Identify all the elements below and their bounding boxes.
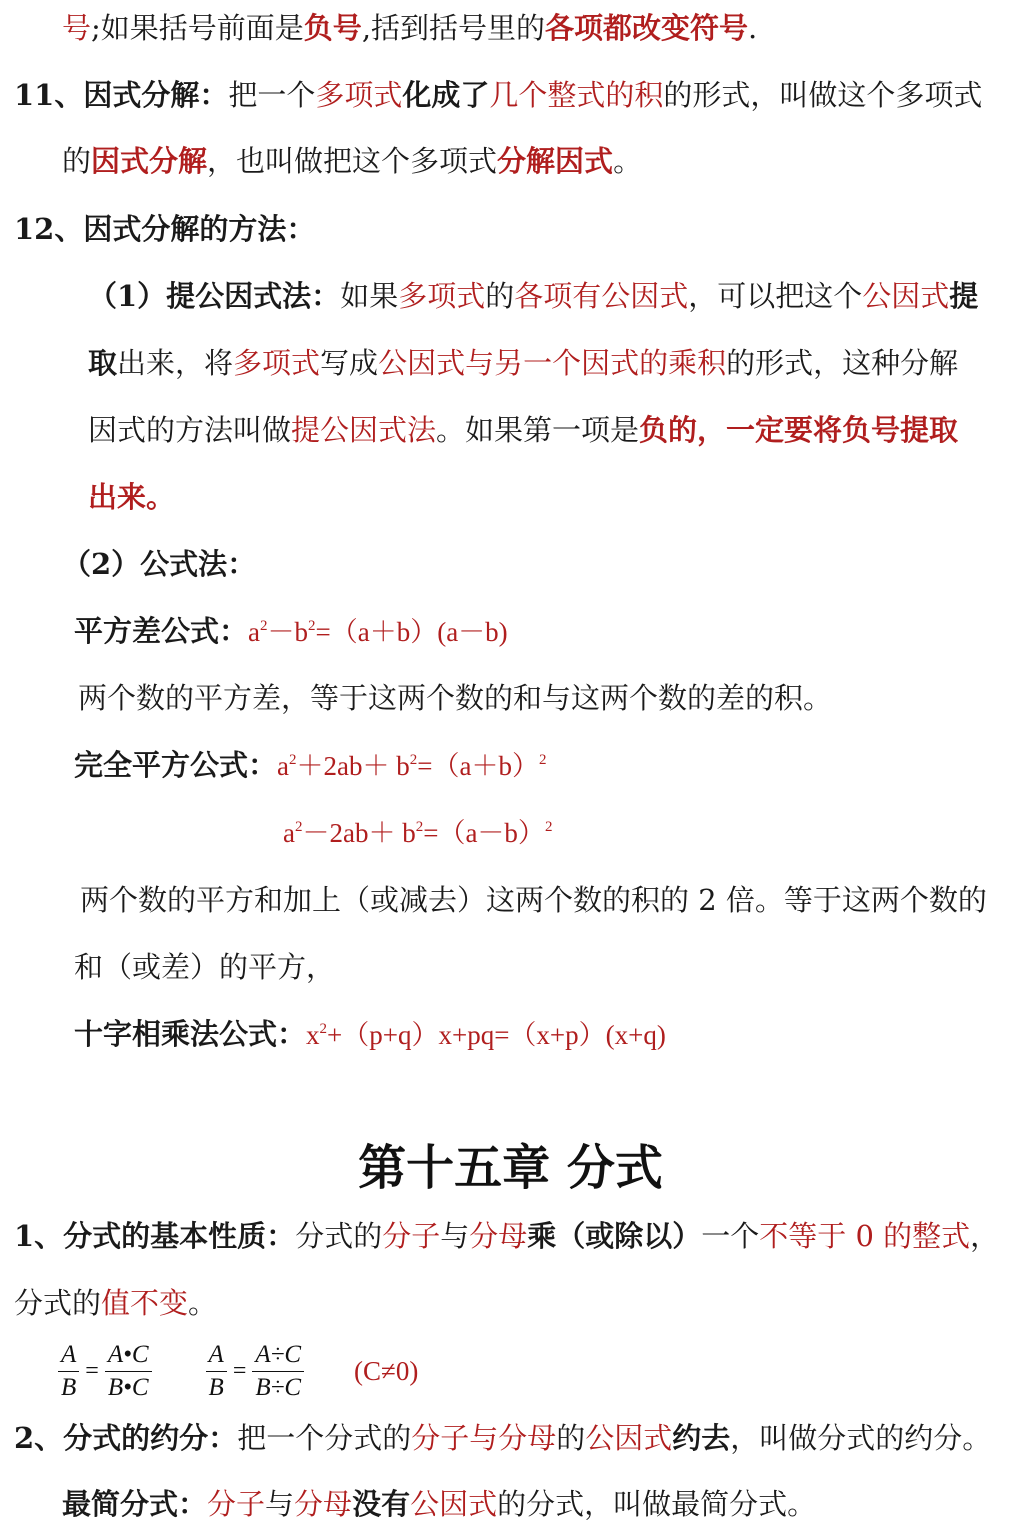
line-formula-method: （2）公式法： <box>62 547 257 581</box>
fraction-a-over-b-2: $\frac{A}{B}$ <box>206 1341 227 1402</box>
line-methods-heading: 12、因式分解的方法： <box>14 212 316 246</box>
line-difference-of-squares-desc: 两个数的平方差，等于这两个数的和与这两个数的差的积。 <box>78 681 833 715</box>
chapter-title: 第十五章 分式 <box>358 1140 663 1196</box>
line-sign-rule: 号;如果括号前面是负号,括到括号里的各项都改变符号. <box>62 11 758 45</box>
fraction-a-over-b: $\frac{A}{B}$ <box>58 1341 79 1402</box>
line-fraction-reduction: 2、分式的约分：把一个分式的分子与分母的公因式约去，叫做分式的约分。 <box>14 1421 992 1455</box>
fraction-divided: $\frac{A\div C}{B\div C}$ <box>252 1341 304 1402</box>
line-fraction-basic-property-cont: 分式的值不变。 <box>14 1286 218 1320</box>
fraction-property-formulas <box>58 1338 418 1404</box>
equals-sign-2: = <box>232 1357 247 1384</box>
line-perfect-square: 完全平方公式：$a^2+2ab+ b^2=(a+b)^2$ <box>74 748 547 782</box>
line-factorization-def-cont: 的因式分解，也叫做把这个多项式分解因式。 <box>62 144 643 178</box>
difference-of-squares-formula: $a^2-b^2=(a+b)(a-b)$ <box>248 617 508 647</box>
line-common-factor-end: 出来。 <box>88 480 176 514</box>
line-common-factor-cont: 取出来，将多项式写成公因式与另一个因式的乘积的形式，这种分解 <box>88 346 959 380</box>
cross-multiplication-formula: $x^2+(p+q)x+pq=(x+p)(x+q)$ <box>306 1020 666 1050</box>
line-perfect-square-desc: 两个数的平方和加上（或减去）这两个数的积的 2 倍。等于这两个数的 <box>80 883 987 917</box>
line-cross-multiplication: 十字相乘法公式：$x^2+(p+q)x+pq=(x+p)(x+q)$ <box>74 1017 666 1051</box>
line-common-factor-method: （1）提公因式法：如果多项式的各项有公因式，可以把这个公因式提 <box>88 279 979 313</box>
line-perfect-square-minus <box>283 812 552 853</box>
line-perfect-square-desc-cont: 和（或差）的平方， <box>74 950 336 984</box>
line-fraction-basic-property: 1、分式的基本性质：分式的分子与分母乘（或除以）一个不等于 0 的整式， <box>14 1219 1000 1253</box>
line-common-factor-cont2: 因式的方法叫做提公因式法。如果第一项是负的，一定要将负号提取 <box>88 413 959 447</box>
fraction-multiplied: $\frac{A•C}{B•C}$ <box>105 1341 152 1402</box>
perfect-square-plus-formula: $a^2+2ab+ b^2=(a+b)^2$ <box>277 751 547 781</box>
equals-sign: = <box>85 1357 99 1384</box>
line-factorization-def: 11、因式分解：把一个多项式化成了几个整式的积的形式，叫做这个多项式 <box>14 78 983 112</box>
line-difference-of-squares: 平方差公式：$a^2-b^2=(a+b)(a-b)$ <box>74 614 508 648</box>
perfect-square-minus-formula: $a^2-2ab+ b^2=(a-b)^2$ <box>283 818 553 848</box>
line-simplest-fraction: 最简分式：分子与分母没有公因式的分式，叫做最简分式。 <box>62 1487 817 1521</box>
condition-c-nonzero: (C≠0) <box>354 1355 419 1386</box>
